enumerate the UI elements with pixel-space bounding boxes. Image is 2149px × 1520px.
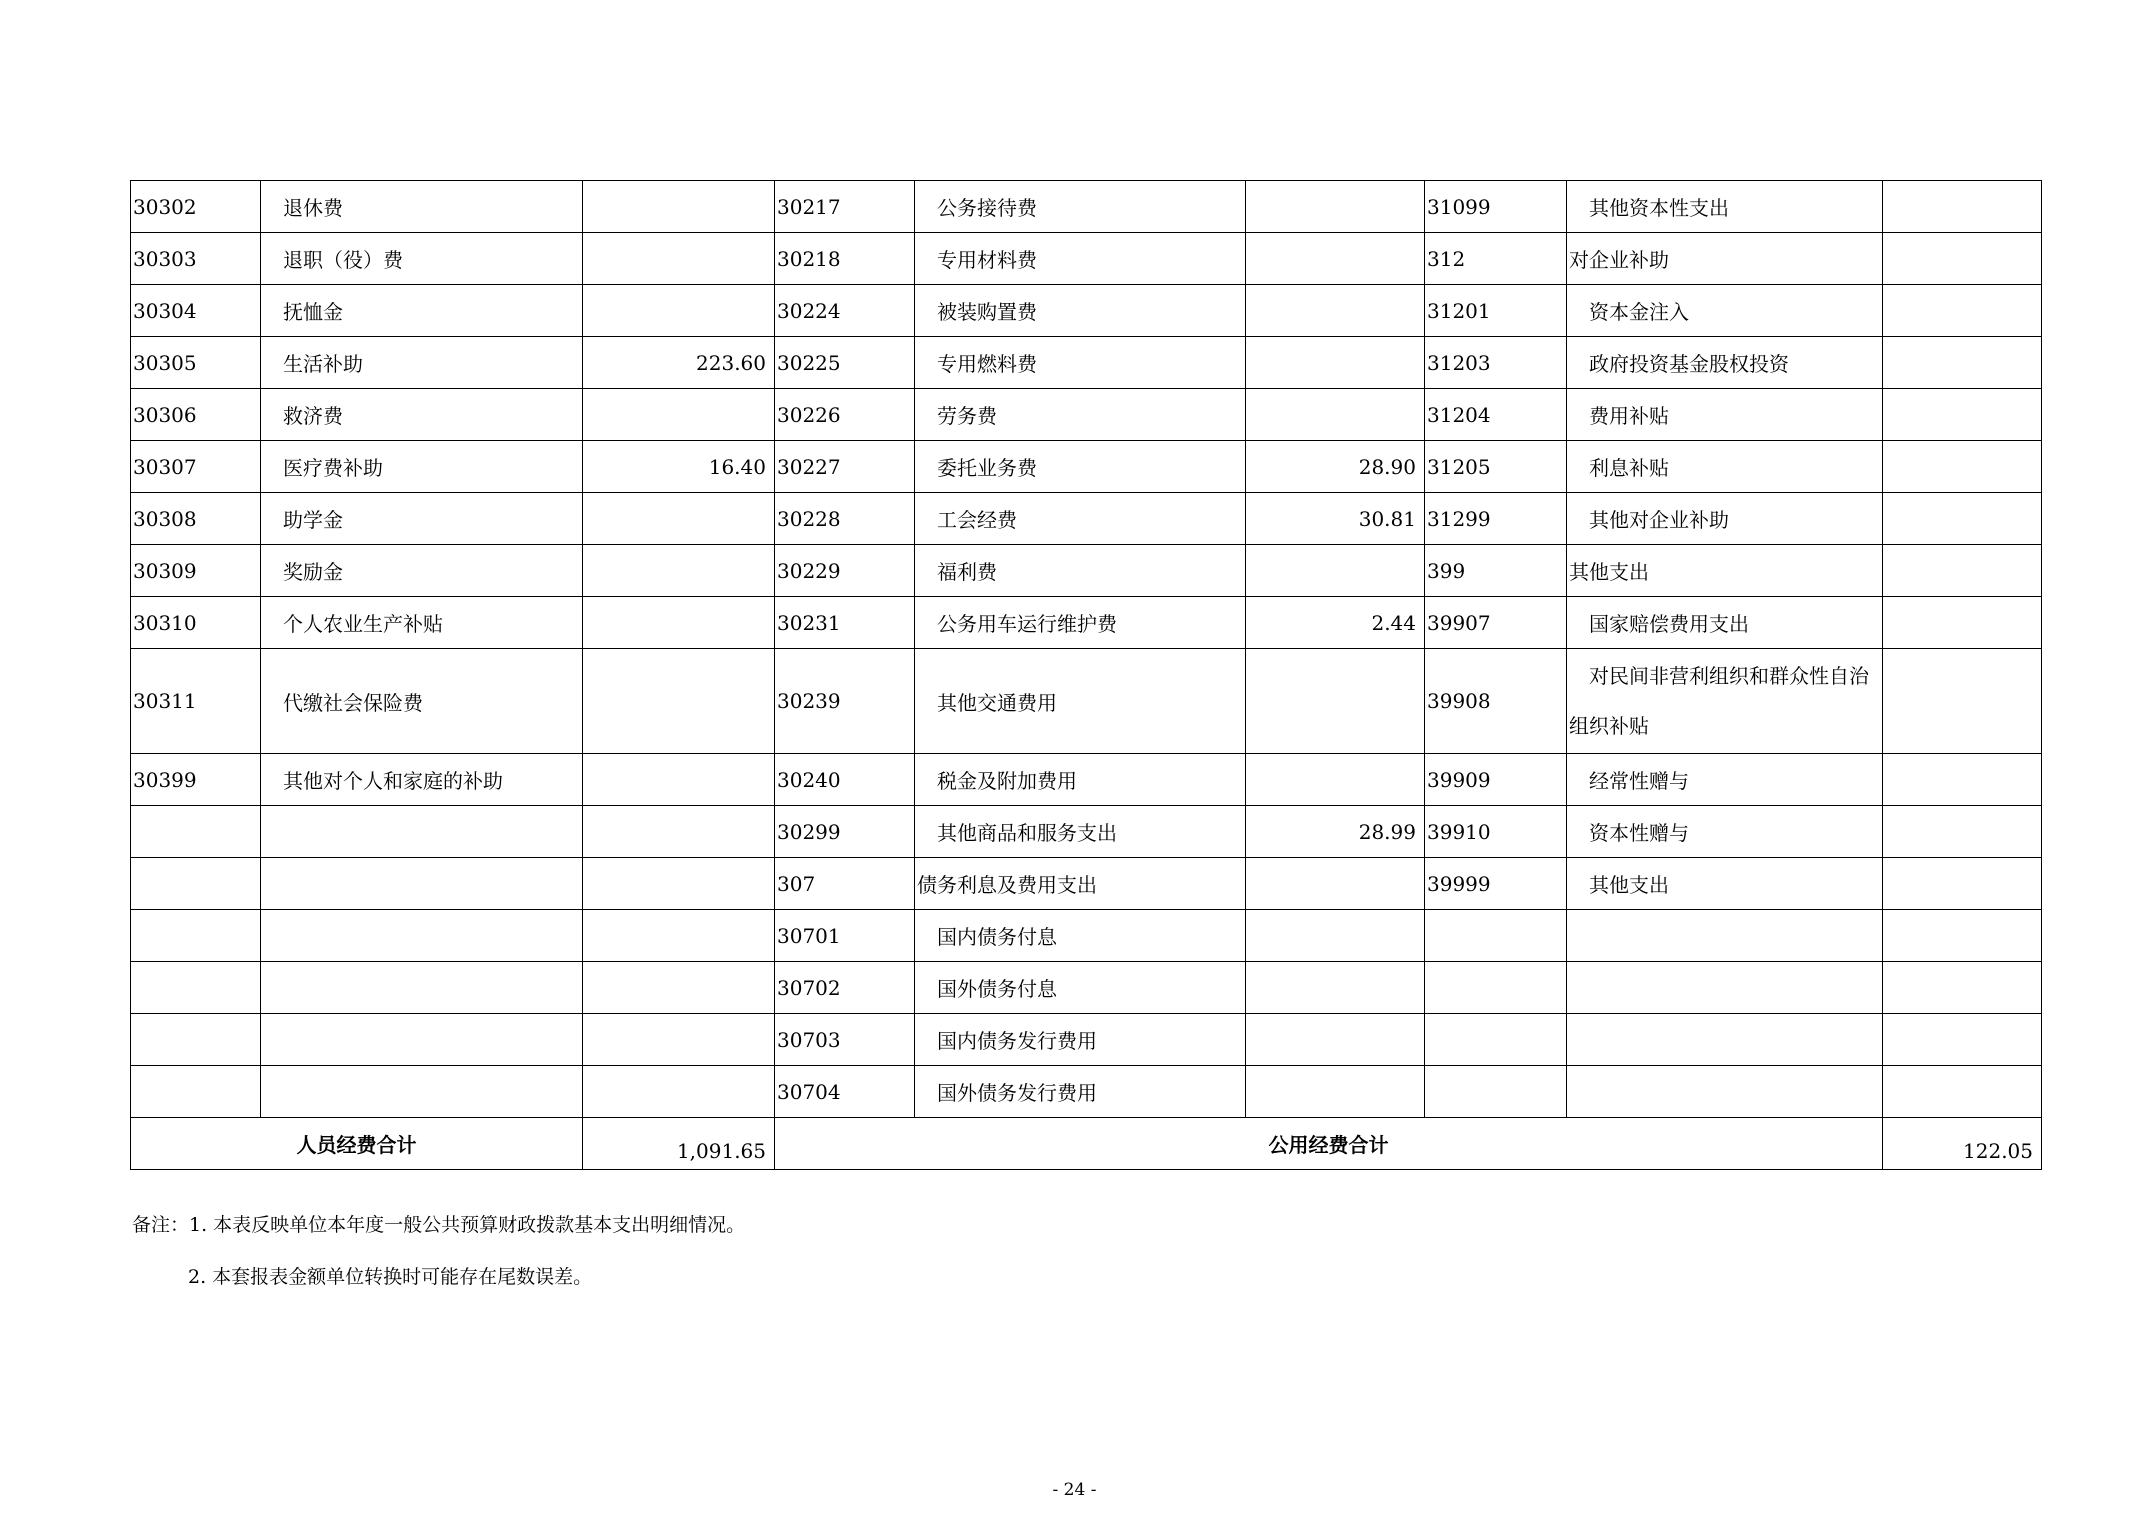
account-name-cell: 生活补助 [261,337,583,389]
amount-cell [1883,962,2042,1014]
account-name-line-2: 组织补贴 [1569,714,1649,738]
account-name-cell: 国家赔偿费用支出 [1567,597,1883,649]
account-name-cell: 其他资本性支出 [1567,181,1883,233]
amount-cell: 28.99 [1246,806,1425,858]
account-code-cell: 30307 [131,441,261,493]
table-row [131,806,2042,858]
account-name-cell: 劳务费 [915,389,1246,441]
account-code-cell: 39907 [1425,597,1567,649]
table-row [131,910,2042,962]
page-number: - 24 - [1052,1480,1097,1500]
account-code-cell: 30399 [131,754,261,806]
account-code-cell: 30228 [775,493,915,545]
table-row [131,493,2042,545]
account-name-cell [261,910,583,962]
account-code-cell [131,1014,261,1066]
personnel-total-label: 人员经费合计 [131,1118,583,1170]
totals-section [131,1118,2042,1170]
account-code-cell: 307 [775,858,915,910]
table-row [131,337,2042,389]
account-name-cell: 资本金注入 [1567,285,1883,337]
account-code-cell: 30224 [775,285,915,337]
account-name-cell: 税金及附加费用 [915,754,1246,806]
amount-cell [1246,649,1425,754]
account-code-cell: 30299 [775,806,915,858]
table-row [131,858,2042,910]
amount-cell [1246,389,1425,441]
account-name-cell [1567,649,1883,754]
amount-cell [1246,962,1425,1014]
amount-cell [1883,1066,2042,1118]
amount-cell [1246,233,1425,285]
account-code-cell: 30308 [131,493,261,545]
account-name-cell: 其他交通费用 [915,649,1246,754]
table-row [131,389,2042,441]
account-code-cell: 30704 [775,1066,915,1118]
amount-cell [583,858,775,910]
account-code-cell: 31205 [1425,441,1567,493]
account-code-cell: 30225 [775,337,915,389]
account-code-cell: 31099 [1425,181,1567,233]
account-name-cell: 专用材料费 [915,233,1246,285]
amount-cell: 2.44 [1246,597,1425,649]
account-code-cell: 31299 [1425,493,1567,545]
account-code-cell [1425,1014,1567,1066]
account-code-cell: 30231 [775,597,915,649]
account-name-cell [1567,1066,1883,1118]
account-name-cell: 政府投资基金股权投资 [1567,337,1883,389]
account-code-cell [1425,1066,1567,1118]
account-name-cell: 其他对个人和家庭的补助 [261,754,583,806]
amount-cell [1883,858,2042,910]
account-name-cell: 退休费 [261,181,583,233]
table-body [131,181,2042,1118]
account-name-cell: 专用燃料费 [915,337,1246,389]
account-name-cell: 代缴社会保险费 [261,649,583,754]
account-code-cell: 31203 [1425,337,1567,389]
account-name-cell: 利息补贴 [1567,441,1883,493]
amount-cell [1246,181,1425,233]
account-name-cell [1567,910,1883,962]
account-name-cell [261,858,583,910]
account-code-cell: 30701 [775,910,915,962]
account-code-cell: 30227 [775,441,915,493]
amount-cell [1883,1014,2042,1066]
amount-cell [583,806,775,858]
table-row [131,181,2042,233]
account-code-cell: 39999 [1425,858,1567,910]
account-name-line-1: 对民间非营利组织和群众性自治 [1589,664,1869,688]
amount-cell [1883,233,2042,285]
account-code-cell: 30309 [131,545,261,597]
amount-cell [1883,389,2042,441]
amount-cell: 16.40 [583,441,775,493]
account-code-cell [1425,962,1567,1014]
amount-cell [583,181,775,233]
amount-cell [583,962,775,1014]
amount-cell [583,754,775,806]
account-code-cell: 30218 [775,233,915,285]
footnote-1: 备注：1. 本表反映单位本年度一般公共预算财政拨款基本支出明细情况。 [132,1214,746,1236]
amount-cell [583,1066,775,1118]
amount-cell [1246,1014,1425,1066]
account-name-cell [1567,1014,1883,1066]
amount-cell [583,233,775,285]
account-name-cell [261,1014,583,1066]
amount-cell [1883,181,2042,233]
account-name-cell: 委托业务费 [915,441,1246,493]
account-name-cell: 抚恤金 [261,285,583,337]
account-name-cell: 助学金 [261,493,583,545]
public-total-amount: 122.05 [1883,1118,2042,1170]
account-name-cell: 医疗费补助 [261,441,583,493]
amount-cell [1883,441,2042,493]
account-name-cell: 国外债务付息 [915,962,1246,1014]
account-name-cell: 资本性赠与 [1567,806,1883,858]
amount-cell [583,545,775,597]
account-code-cell: 30306 [131,389,261,441]
account-code-cell [131,910,261,962]
account-code-cell: 30217 [775,181,915,233]
table-row [131,545,2042,597]
amount-cell [583,910,775,962]
amount-cell [583,285,775,337]
amount-cell [1246,337,1425,389]
account-name-cell: 被装购置费 [915,285,1246,337]
account-name-cell: 对企业补助 [1567,233,1883,285]
account-code-cell: 39910 [1425,806,1567,858]
table-row [131,441,2042,493]
account-name-cell: 救济费 [261,389,583,441]
amount-cell [1883,597,2042,649]
account-code-cell: 30229 [775,545,915,597]
amount-cell [583,493,775,545]
amount-cell: 28.90 [1246,441,1425,493]
account-name-cell: 其他支出 [1567,545,1883,597]
table-row [131,1066,2042,1118]
account-code-cell [1425,910,1567,962]
account-code-cell: 30304 [131,285,261,337]
account-code-cell: 30239 [775,649,915,754]
account-name-cell: 个人农业生产补贴 [261,597,583,649]
account-name-cell: 债务利息及费用支出 [915,858,1246,910]
expenditure-detail-table [130,180,2042,1170]
amount-cell [1883,806,2042,858]
account-name-cell: 其他商品和服务支出 [915,806,1246,858]
account-name-cell: 国外债务发行费用 [915,1066,1246,1118]
amount-cell: 223.60 [583,337,775,389]
account-code-cell: 30226 [775,389,915,441]
account-name-cell: 公务接待费 [915,181,1246,233]
amount-cell [1883,754,2042,806]
table-row [131,597,2042,649]
account-name-cell: 退职（役）费 [261,233,583,285]
account-code-cell: 39908 [1425,649,1567,754]
table-row [131,1014,2042,1066]
amount-cell [583,389,775,441]
account-code-cell: 30305 [131,337,261,389]
account-name-cell: 福利费 [915,545,1246,597]
account-code-cell: 31204 [1425,389,1567,441]
table-row [131,649,2042,754]
account-name-cell: 公务用车运行维护费 [915,597,1246,649]
public-total-label: 公用经费合计 [775,1118,1883,1170]
table-row [131,754,2042,806]
account-name-cell: 其他支出 [1567,858,1883,910]
account-code-cell: 30303 [131,233,261,285]
amount-cell [1883,337,2042,389]
account-code-cell: 30703 [775,1014,915,1066]
table-row [131,285,2042,337]
amount-cell [1246,754,1425,806]
amount-cell [1246,545,1425,597]
personnel-total-amount: 1,091.65 [583,1118,775,1170]
amount-cell: 30.81 [1246,493,1425,545]
amount-cell [583,649,775,754]
amount-cell [1883,285,2042,337]
account-name-cell [261,1066,583,1118]
account-name-cell: 工会经费 [915,493,1246,545]
footnote-2: 2. 本套报表金额单位转换时可能存在尾数误差。 [188,1266,593,1288]
account-code-cell: 399 [1425,545,1567,597]
account-code-cell: 30302 [131,181,261,233]
account-name-cell [261,806,583,858]
account-code-cell [131,858,261,910]
account-code-cell: 312 [1425,233,1567,285]
account-code-cell [131,806,261,858]
amount-cell [583,597,775,649]
account-name-cell [261,962,583,1014]
account-name-cell: 国内债务发行费用 [915,1014,1246,1066]
account-code-cell: 30311 [131,649,261,754]
amount-cell [1883,493,2042,545]
account-code-cell: 30240 [775,754,915,806]
account-code-cell [131,1066,261,1118]
amount-cell [1883,649,2042,754]
account-name-cell: 经常性赠与 [1567,754,1883,806]
amount-cell [1246,285,1425,337]
totals-row [131,1118,2042,1170]
account-code-cell: 30310 [131,597,261,649]
table-row [131,962,2042,1014]
account-name-cell: 奖励金 [261,545,583,597]
amount-cell [583,1014,775,1066]
account-name-cell: 费用补贴 [1567,389,1883,441]
account-name-cell [1567,962,1883,1014]
table-row [131,233,2042,285]
account-code-cell: 30702 [775,962,915,1014]
amount-cell [1246,858,1425,910]
amount-cell [1883,545,2042,597]
amount-cell [1246,910,1425,962]
account-name-cell: 其他对企业补助 [1567,493,1883,545]
account-code-cell [131,962,261,1014]
amount-cell [1246,1066,1425,1118]
account-code-cell: 39909 [1425,754,1567,806]
account-name-cell: 国内债务付息 [915,910,1246,962]
amount-cell [1883,910,2042,962]
account-code-cell: 31201 [1425,285,1567,337]
